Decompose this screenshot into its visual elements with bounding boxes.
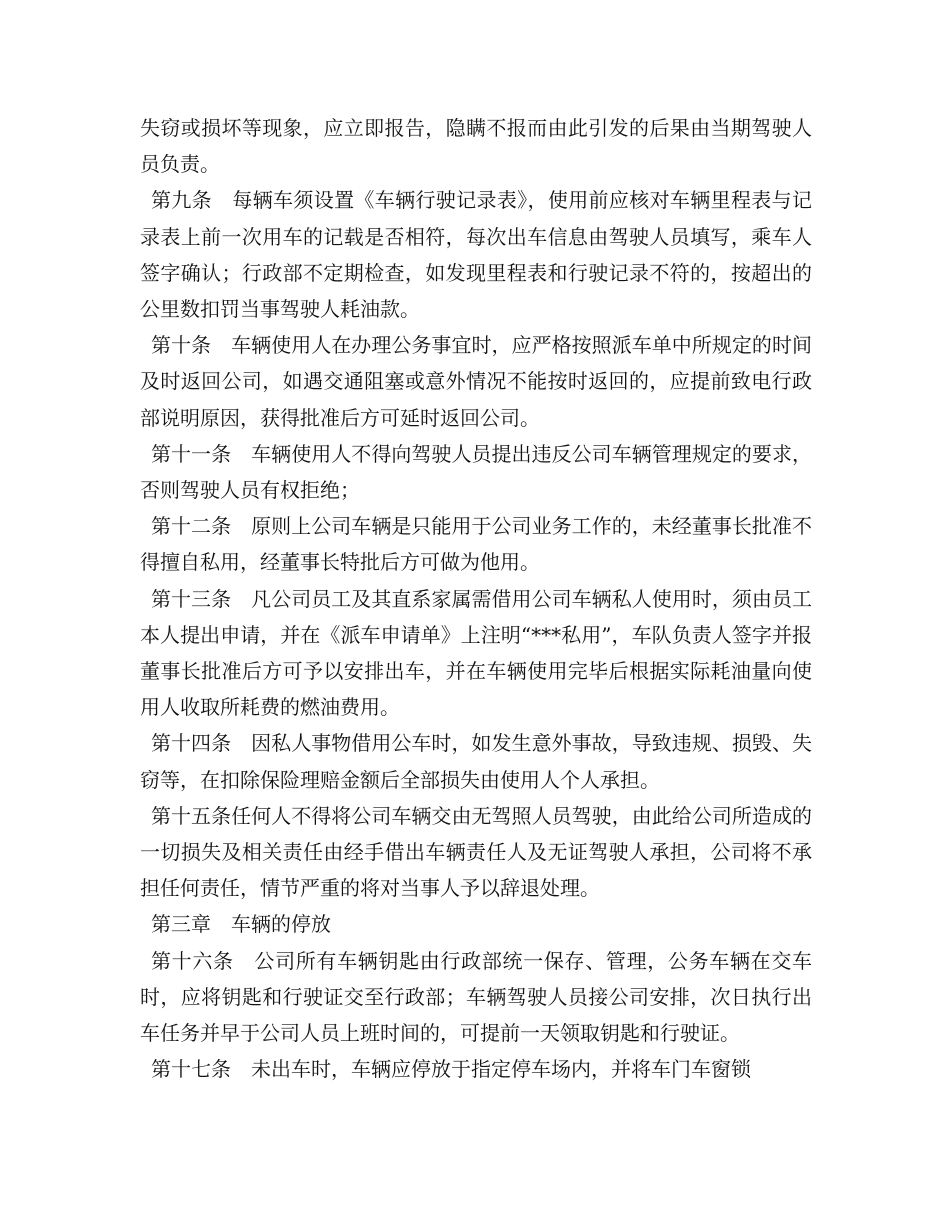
chapter-3-heading: 第三章 车辆的停放 [151, 912, 331, 937]
article-9: 第九条 每辆车须设置《车辆行驶记录表》，使用前应核对车辆里程表与记录表上前一次用车的记载是否相符，每次出车信息由驾驶人员填写，乘车人签字确认；行政部不定期检查，如发现里程表和行驶记录不符的，按超出的公里数扣罚当事驾驶人耗油款。 [140, 188, 812, 322]
article-13: 第十三条 凡公司员工及其直系家属需借用公司车辆私人使用时，须由员工本人提出申请，并在《派车申请单》上注明“***私用”，车队负责人签字并报董事长批准后方可予以安排出车，并在车辆使用完毕后根据实际耗油量向使用人收取所耗费的燃油费用。 [140, 586, 812, 720]
article-17: 第十七条 未出车时，车辆应停放于指定停车场内，并将车门车窗锁 [151, 1057, 751, 1082]
document-page [140, 110, 812, 1087]
article-12: 第十二条 原则上公司车辆是只能用于公司业务工作的，未经董事长批准不得擅自私用，经董事长特批后方可做为他用。 [140, 514, 812, 575]
article-10: 第十条 车辆使用人在办理公务事宜时，应严格按照派车单中所规定的时间及时返回公司，如遇交通阻塞或意外情况不能按时返回的，应提前致电行政部说明原因，获得批准后方可延时返回公司。 [140, 333, 812, 430]
paragraph-continuation: 失窃或损坏等现象，应立即报告，隐瞒不报而由此引发的后果由当期驾驶人员负责。 [140, 116, 812, 177]
article-14: 第十四条 因私人事物借用公车时，如发生意外事故，导致违规、损毁、失窃等，在扣除保险理赔金额后全部损失由使用人个人承担。 [140, 731, 812, 792]
article-15: 第十五条任何人不得将公司车辆交由无驾照人员驾驶，由此给公司所造成的一切损失及相关责任由经手借出车辆责任人及无证驾驶人承担，公司将不承担任何责任，情节严重的将对当事人予以辞退处理。 [140, 803, 812, 901]
article-16: 第十六条 公司所有车辆钥匙由行政部统一保存、管理，公务车辆在交车时，应将钥匙和行驶证交至行政部；车辆驾驶人员接公司安排，次日执行出车任务并早于公司人员上班时间的，可提前一天领取钥匙和行驶证。 [140, 948, 812, 1046]
article-11: 第十一条 车辆使用人不得向驾驶人员提出违反公司车辆管理规定的要求，否则驾驶人员有权拒绝； [140, 441, 812, 503]
